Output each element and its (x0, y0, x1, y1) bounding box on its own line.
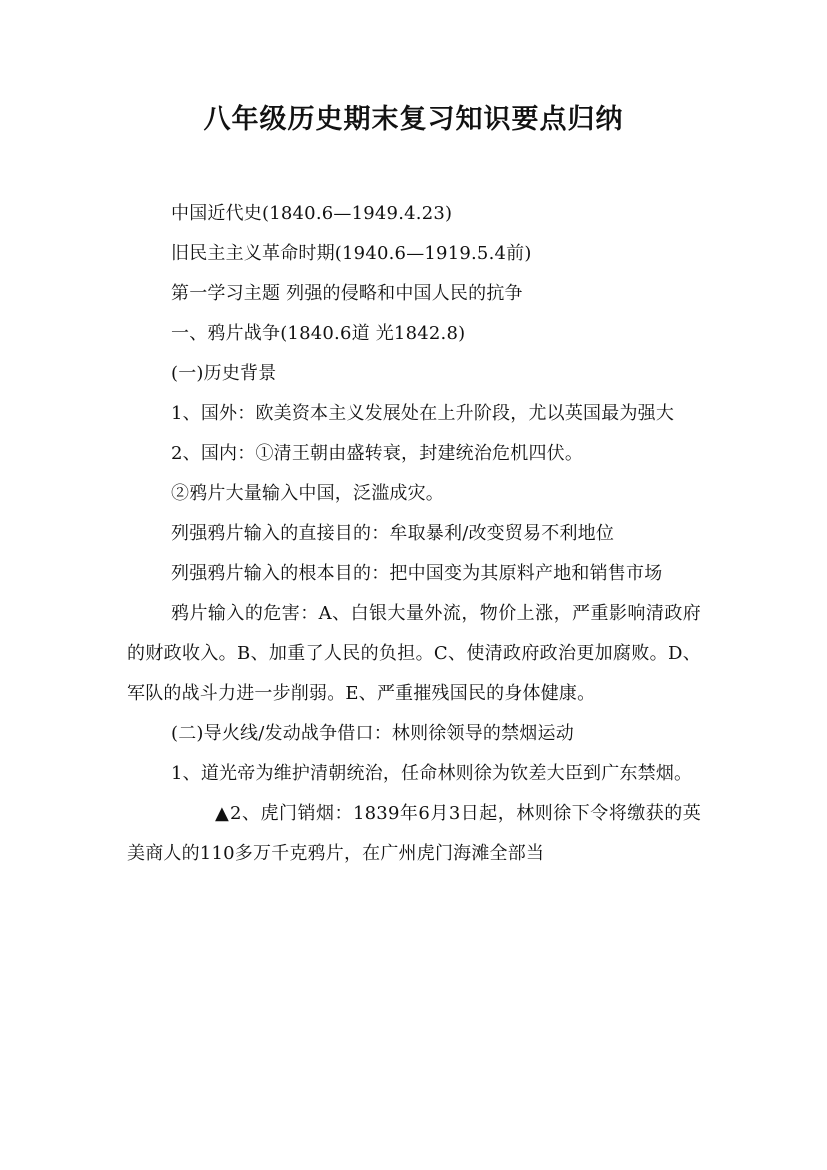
humen-destruction-text: 2、虎门销烟：1839年6月3日起，林则徐下令将缴获的英美商人的110多万千克鸦片，在广州虎门海滩全部当 (127, 803, 701, 864)
paragraph-domestic-situation: 2、国内：①清王朝由盛转衰，封建统治危机四伏。 (171, 443, 584, 464)
paragraph-opium-influx: ②鸦片大量输入中国，泛滥成灾。 (171, 483, 444, 504)
paragraph-fundamental-purpose: 列强鸦片输入的根本目的：把中国变为其原料产地和销售市场 (171, 563, 663, 584)
paragraph-direct-purpose: 列强鸦片输入的直接目的：牟取暴利/改变贸易不利地位 (171, 523, 615, 544)
paragraph-foreign-situation: 1、国外：欧美资本主义发展处在上升阶段，尤以英国最为强大 (171, 403, 675, 424)
paragraph-lin-zexu-appointed: 1、道光帝为维护清朝统治，任命林则徐为钦差大臣到广东禁烟。 (171, 763, 693, 784)
paragraph-war-trigger: (二)导火线/发动战争借口：林则徐领导的禁烟运动 (171, 723, 574, 744)
paragraph-modern-history: 中国近代史(1840.6—1949.4.23) (171, 203, 453, 224)
paragraph-humen-destruction (127, 794, 701, 874)
paragraph-theme-one: 第一学习主题 列强的侵略和中国人民的抗争 (171, 283, 523, 304)
paragraph-opium-harms: 鸦片输入的危害：A、白银大量外流，物价上涨，严重影响清政府的财政收入。B、加重了人民的负担。C、使清政府政治更加腐败。D、军队的战斗力进一步削弱。E、严重摧残国民的身体健康。 (127, 603, 701, 704)
paragraph-opium-war-heading: 一、鸦片战争(1840.6道 光1842.8) (171, 323, 466, 344)
triangle-marker-icon: ▲ (215, 803, 230, 824)
document-body (127, 194, 701, 874)
paragraph-historical-background: (一)历史背景 (171, 363, 277, 384)
document-title: 八年级历史期末复习知识要点归纳 (203, 104, 624, 135)
paragraph-old-democratic-period: 旧民主主义革命时期(1940.6—1919.5.4前) (171, 243, 532, 264)
